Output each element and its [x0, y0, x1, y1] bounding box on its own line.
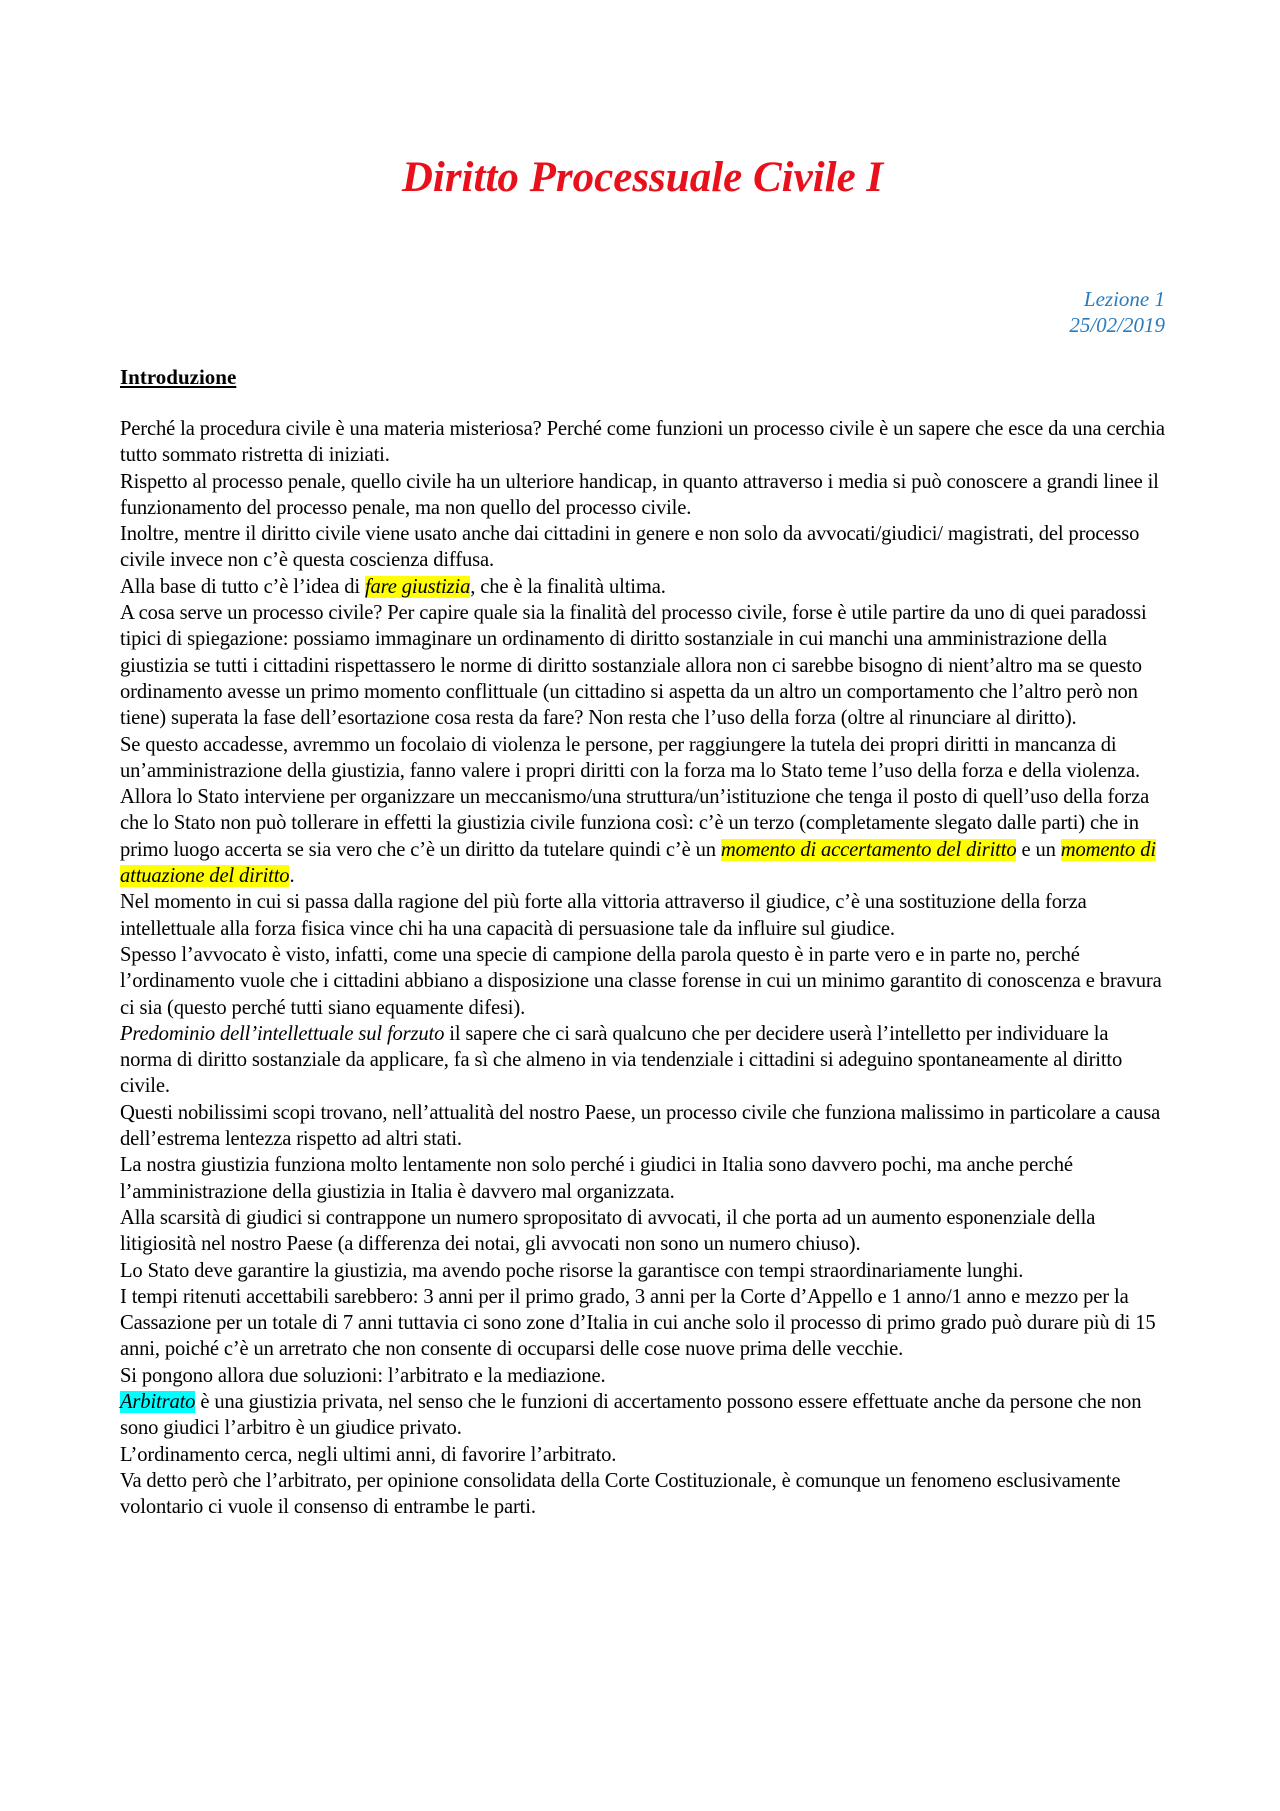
paragraph: Alla scarsità di giudici si contrappone un numero spropositato di avvocati, il che porta ad un aumento esponenziale della litigiosità nel nostro Paese (a differenza dei notai, gli avvocati non sono un numero chiuso). — [120, 1206, 1096, 1256]
paragraph: Questi nobilissimi scopi trovano, nell’attualità del nostro Paese, un processo civile che funziona malissimo in particolare a causa dell’estrema lentezza rispetto ad altri stati. — [120, 1101, 1161, 1151]
italic-phrase: Predominio dell’intellettuale sul forzuto — [120, 1022, 445, 1045]
paragraph: Va detto però che l’arbitrato, per opinione consolidata della Corte Costituzionale, è comunque un fenomeno esclusivamente volontario ci vuole il consenso di entrambe le parti. — [120, 1469, 1121, 1519]
text-run: Alla base di tutto c’è l’idea di — [120, 575, 365, 598]
section-heading: Introduzione — [120, 365, 237, 389]
body-text — [120, 416, 1165, 1520]
text-run: e un — [1016, 838, 1061, 861]
paragraph — [120, 574, 1165, 600]
paragraph: Rispetto al processo penale, quello civile ha un ulteriore handicap, in quanto attraverso i media si può conoscere a grandi linee il funzionamento del processo penale, ma non quello del processo civile. — [120, 470, 1159, 519]
paragraph: A cosa serve un processo civile? Per capire quale sia la finalità del processo civile, forse è utile partire da uno di quei paradossi tipici di spiegazione: possiamo immaginare un ordinamento di diritto sostanziale in cui manchi una amministrazione della giustizia se tutti i cittadini rispettassero le norme di diritto sostanziale allora non ci sarebbe bisogno di nient’altro ma se questo ordinamento avesse un primo momento conflittuale (un cittadino si aspetta da un altro un comportamento che l’altro però non tiene) superata la fase dell’esortazione cosa resta da fare? Non resta che l’uso della forza (oltre al rinunciare al diritto). — [120, 602, 1147, 730]
paragraph: L’ordinamento cerca, negli ultimi anni, di favorire l’arbitrato. — [120, 1443, 617, 1466]
paragraph: Spesso l’avvocato è visto, infatti, come una specie di campione della parola questo è in parte vero e in parte no, perché l’ordinamento vuole che i cittadini abbiano a disposizione una classe forense in cui un minimo garantito di conoscenza e bravura ci sia (questo perché tutti siano equamente difesi). — [120, 943, 1162, 1019]
paragraph — [120, 784, 1165, 889]
text-run: è una giustizia privata, nel senso che le funzioni di accertamento possono essere effettuate anche da persone che non sono giudici l’arbitro è un giudice privato. — [120, 1390, 1142, 1440]
text-run: Allora lo Stato interviene per organizzare un meccanismo/una struttura/un’istituzione che tenga il posto di quell’uso della forza che lo Stato non può tollerare in effetti la giustizia civile funziona così: c’è un terzo (completamente slegato dalle parti) che in primo luogo accerta se sia vero che c’è un diritto da tutelare quindi c’è un — [120, 786, 1150, 861]
paragraph: Perché la procedura civile è una materia misteriosa? Perché come funzioni un processo civile è un sapere che esce da una cerchia tutto sommato ristretta di iniziati. — [120, 418, 1165, 467]
text-run: , che è la finalità ultima. — [470, 575, 666, 598]
paragraph: Nel momento in cui si passa dalla ragione del più forte alla vittoria attraverso il giudice, c’è una sostituzione della forza intellettuale alla forza fisica vince chi ha una capacità di persuasione tale da influire sul giudice. — [120, 891, 1087, 940]
document-title: Diritto Processuale Civile I — [401, 154, 884, 201]
highlight-fare-giustizia: fare giustizia — [364, 575, 471, 598]
lesson-date: 25/02/2019 — [1069, 313, 1165, 337]
lesson-number: Lezione 1 — [1083, 287, 1165, 311]
text-run: il sapere che ci sarà qualcuno che per decidere userà l’intelletto per individuare la norma di diritto sostanziale da applicare, fa sì che almeno in via tendenziale i cittadini si adeguino spontaneamente al diritto civile. — [120, 1022, 1123, 1098]
paragraph: Se questo accadesse, avremmo un focolaio di violenza le persone, per raggiungere la tutela dei propri diritti in mancanza di un’amministrazione della giustizia, fanno valere i propri diritti con la forza ma lo Stato teme l’uso della forza e della violenza. — [120, 733, 1140, 782]
paragraph: Inoltre, mentre il diritto civile viene usato anche dai cittadini in genere e non solo da avvocati/giudici/ magistrati, del processo civile invece non c’è questa coscienza diffusa. — [120, 523, 1140, 572]
highlight-accertamento: momento di accertamento del diritto — [720, 838, 1017, 861]
paragraph: La nostra giustizia funziona molto lentamente non solo perché i giudici in Italia sono davvero pochi, ma anche perché l’amministrazione della giustizia in Italia è davvero mal organizzata. — [120, 1154, 1073, 1203]
paragraph — [120, 1021, 1165, 1100]
paragraph — [120, 1389, 1165, 1442]
paragraph: Lo Stato deve garantire la giustizia, ma avendo poche risorse la garantisce con tempi straordinariamente lunghi. — [120, 1259, 1024, 1282]
paragraph: Si pongono allora due soluzioni: l’arbitrato e la mediazione. — [120, 1364, 606, 1387]
highlight-arbitrato: Arbitrato — [120, 1390, 196, 1413]
highlight-attuazione: momento di attuazione del diritto — [120, 838, 1156, 888]
text-run: . — [289, 865, 295, 888]
paragraph: I tempi ritenuti accettabili sarebbero: 3 anni per il primo grado, 3 anni per la Corte d’Appello e 1 anno/1 anno e mezzo per la Cassazione per un totale di 7 anni tuttavia ci sono zone d’Italia in cui anche solo il processo di primo grado può durare più di 15 anni, poiché c’è un arretrato che non consente di occuparsi delle cose nuove prima delle vecchie. — [120, 1285, 1156, 1361]
lesson-info — [1069, 286, 1165, 338]
